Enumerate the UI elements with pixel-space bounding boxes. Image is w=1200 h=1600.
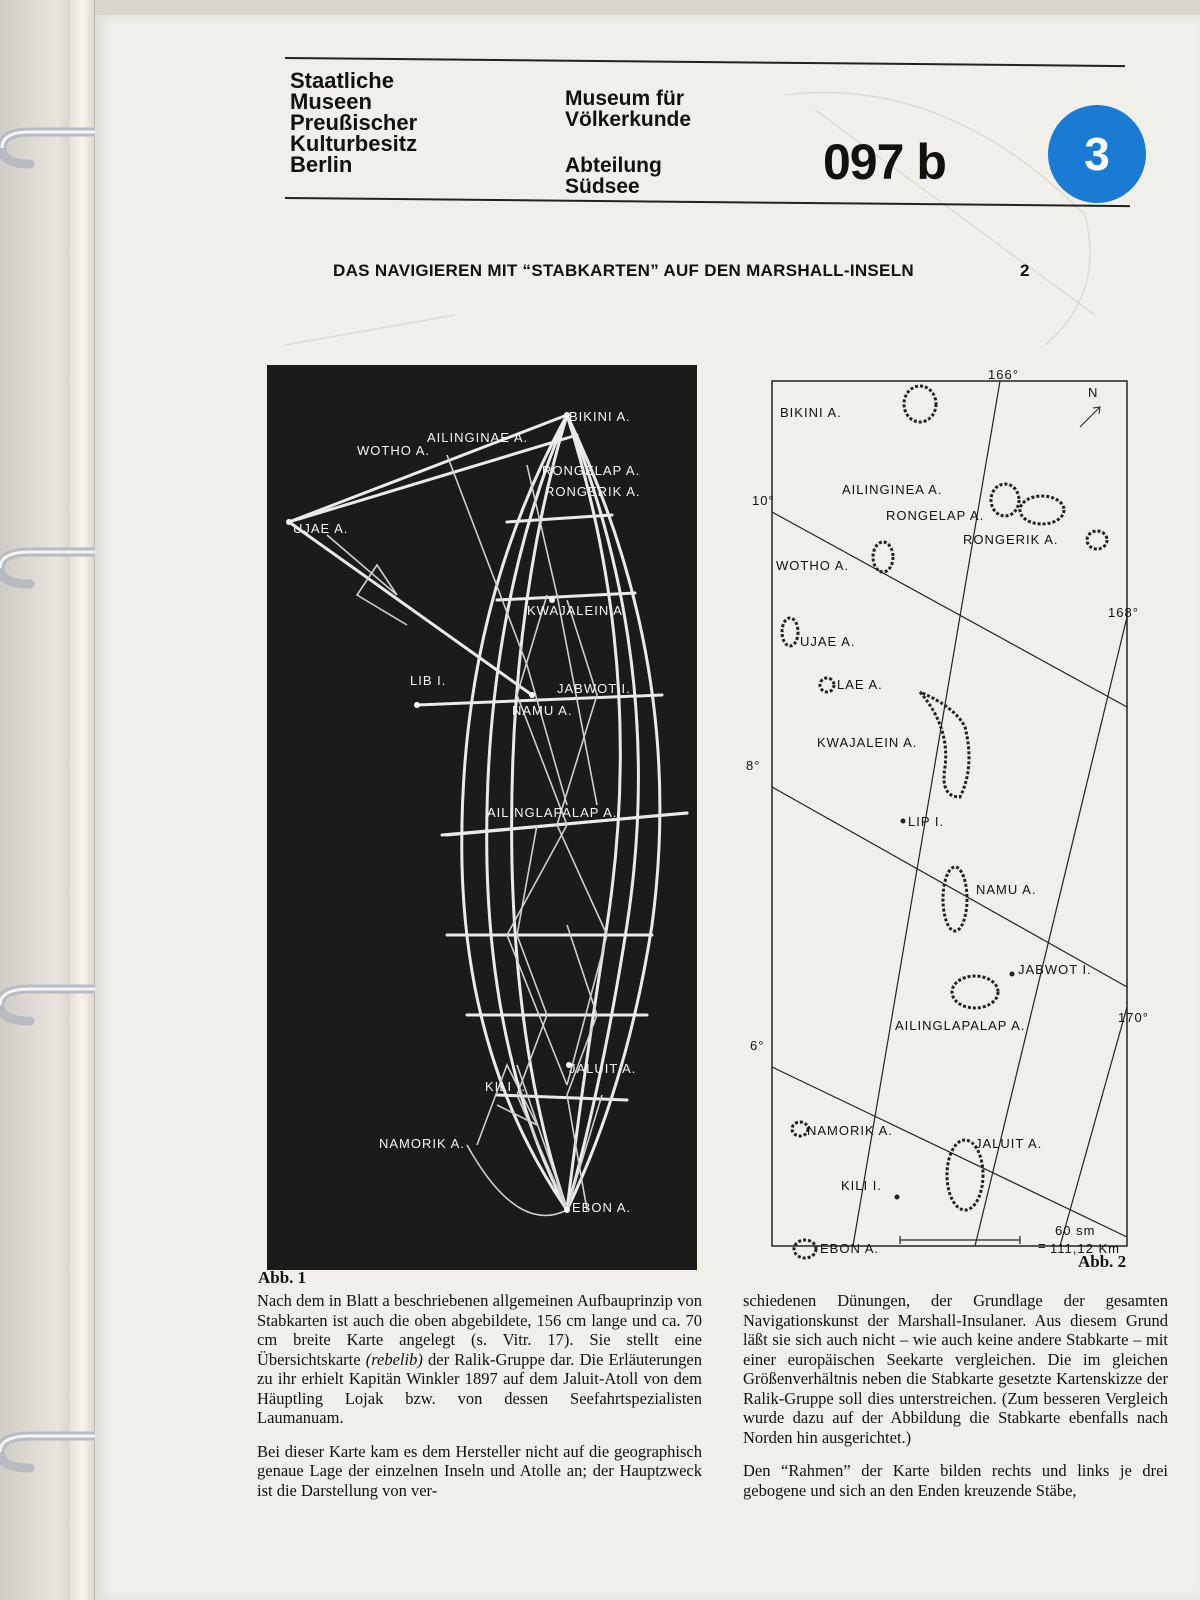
page-number: 2 <box>1020 261 1030 280</box>
latitude-label: 8° <box>746 758 761 773</box>
map-label: WOTHO A. <box>776 558 849 573</box>
map-label: RONGELAP A. <box>886 508 985 523</box>
scale-label: 111,12 Km <box>1050 1241 1120 1256</box>
department-line: Abteilung <box>565 154 662 177</box>
stick-label: JABWOT I. <box>557 681 631 696</box>
binder-spine <box>0 0 95 1600</box>
stick-label: UJAE A. <box>293 521 349 536</box>
map-label: JABWOT I. <box>1018 962 1092 977</box>
map-label: EBON A. <box>820 1241 880 1256</box>
institution-line: Staatliche <box>290 68 394 93</box>
map-label: AILINGLAPALAP A. <box>895 1018 1026 1033</box>
department-line: Südsee <box>565 175 640 198</box>
north-arrow-icon: N <box>1088 385 1099 400</box>
stick-label: NAMU A. <box>512 703 573 718</box>
figure2-caption: Abb. 2 <box>1078 1252 1127 1271</box>
stick-label: JALUIT A. <box>569 1061 637 1076</box>
map-label: KILI I. <box>841 1178 882 1193</box>
map-label: AILINGINEA A. <box>842 482 943 497</box>
stick-label: EBON A. <box>572 1200 632 1215</box>
body-paragraph: Den “Rahmen” der Karte bilden rechts und links je drei gebogene und sich an den Enden kreuzende Stäbe, <box>743 1461 1168 1500</box>
institution-line: Kulturbesitz <box>290 131 418 156</box>
sheet-number-badge: 3 <box>1048 105 1146 203</box>
longitude-label: 168° <box>1108 605 1139 620</box>
body-paragraph: Bei dieser Karte kam es dem Hersteller nicht auf die geographisch genaue Lage der einzelnen Inseln und Atolle an; der Hauptzweck ist die Darstellung von ver- <box>257 1441 702 1500</box>
institution-line: Museen <box>290 89 372 114</box>
text-run: der Ralik-Gruppe dar. Die Erläuterungen zu ihr erhielt Kapitän Winkler 1897 auf dem Jaluit-Atoll von dem Häuptling Lojak bzw. von dessen Seefahrtspezialisten Laumanuam. <box>257 1349 703 1427</box>
scale-label: 60 sm <box>1055 1223 1096 1238</box>
institution-line: Preußischer <box>290 110 418 135</box>
body-paragraph <box>257 1291 702 1428</box>
longitude-label: 166° <box>988 367 1019 382</box>
stick-label: KWAJALEIN A. <box>527 603 628 618</box>
text-run: Nach dem in Blatt a beschriebenen allgemeinen Aufbauprinzip von Stabkarten ist auch die oben abgebildete, 156 cm lange und ca. 70 cm breite Karte angelegt (s. Vitr. 17). Sie stellt eine Übersichtskarte <box>257 1291 702 1369</box>
stick-label: KILI I. <box>485 1079 526 1094</box>
map-label: LAE A. <box>837 677 883 692</box>
italic-term: (rebelib) <box>365 1349 423 1369</box>
page-title: DAS NAVIGIEREN MIT “STABKARTEN” AUF DEN MARSHALL-INSELN <box>333 261 914 280</box>
museum-name <box>565 88 691 130</box>
latitude-label: 10° <box>752 493 775 508</box>
stick-label: WOTHO A. <box>357 443 430 458</box>
map-label: RONGERIK A. <box>963 532 1059 547</box>
latitude-label: 6° <box>750 1038 765 1053</box>
institution-line: Berlin <box>290 152 353 177</box>
longitude-label: 170° <box>1118 1010 1149 1025</box>
map-label: UJAE A. <box>800 634 856 649</box>
stick-label: AILINGLAPALAP A. <box>487 805 618 820</box>
museum-line: Völkerkunde <box>565 108 692 131</box>
sketch-map-figure <box>746 367 1149 1267</box>
stick-label: NAMORIK A. <box>379 1136 465 1151</box>
map-label: LIP I. <box>908 814 945 829</box>
text-column-left <box>257 1291 702 1500</box>
map-label: NAMORIK A. <box>807 1123 893 1138</box>
stick-chart-figure <box>267 365 697 1270</box>
figure1-caption: Abb. 1 <box>258 1268 307 1287</box>
map-label: NAMU A. <box>976 882 1037 897</box>
text-column-right <box>743 1291 1168 1500</box>
body-paragraph: schiedenen Dünungen, der Grundlage der gesamten Navigationskunst der Marshall-Insulaner. Aus diesem Grund läßt sie sich auch nicht – wie auch keine andere Stabkarte – mit einer europäischen Seekarte vergleichen. Die im gleichen Größenverhältnis neben die Stabkarte gesetzte Kartenskizze der Ralik-Gruppe soll dies unterstreichen. (Zum besseren Vergleich wurde dazu auf der Abbildung die Stabkarte ebenfalls nach Norden hin ausgerichtet.) <box>743 1291 1168 1447</box>
sheet-code: 097 b <box>823 134 946 190</box>
stick-label: RONGELAP A. <box>542 463 641 478</box>
map-label: JALUIT A. <box>975 1136 1043 1151</box>
document-page <box>95 15 1200 1600</box>
institution-name <box>290 70 490 175</box>
page-stack-edge <box>70 0 94 1600</box>
map-label: BIKINI A. <box>780 405 842 420</box>
stick-label: AILINGINAE A. <box>427 430 529 445</box>
department-name <box>565 155 662 197</box>
stick-label: BIKINI A. <box>569 409 631 424</box>
map-label: KWAJALEIN A. <box>817 735 918 750</box>
stick-label: RONGERIK A. <box>545 484 641 499</box>
scale-label: = <box>1038 1238 1047 1253</box>
stick-label: LIB I. <box>410 673 447 688</box>
museum-line: Museum für <box>565 87 685 110</box>
